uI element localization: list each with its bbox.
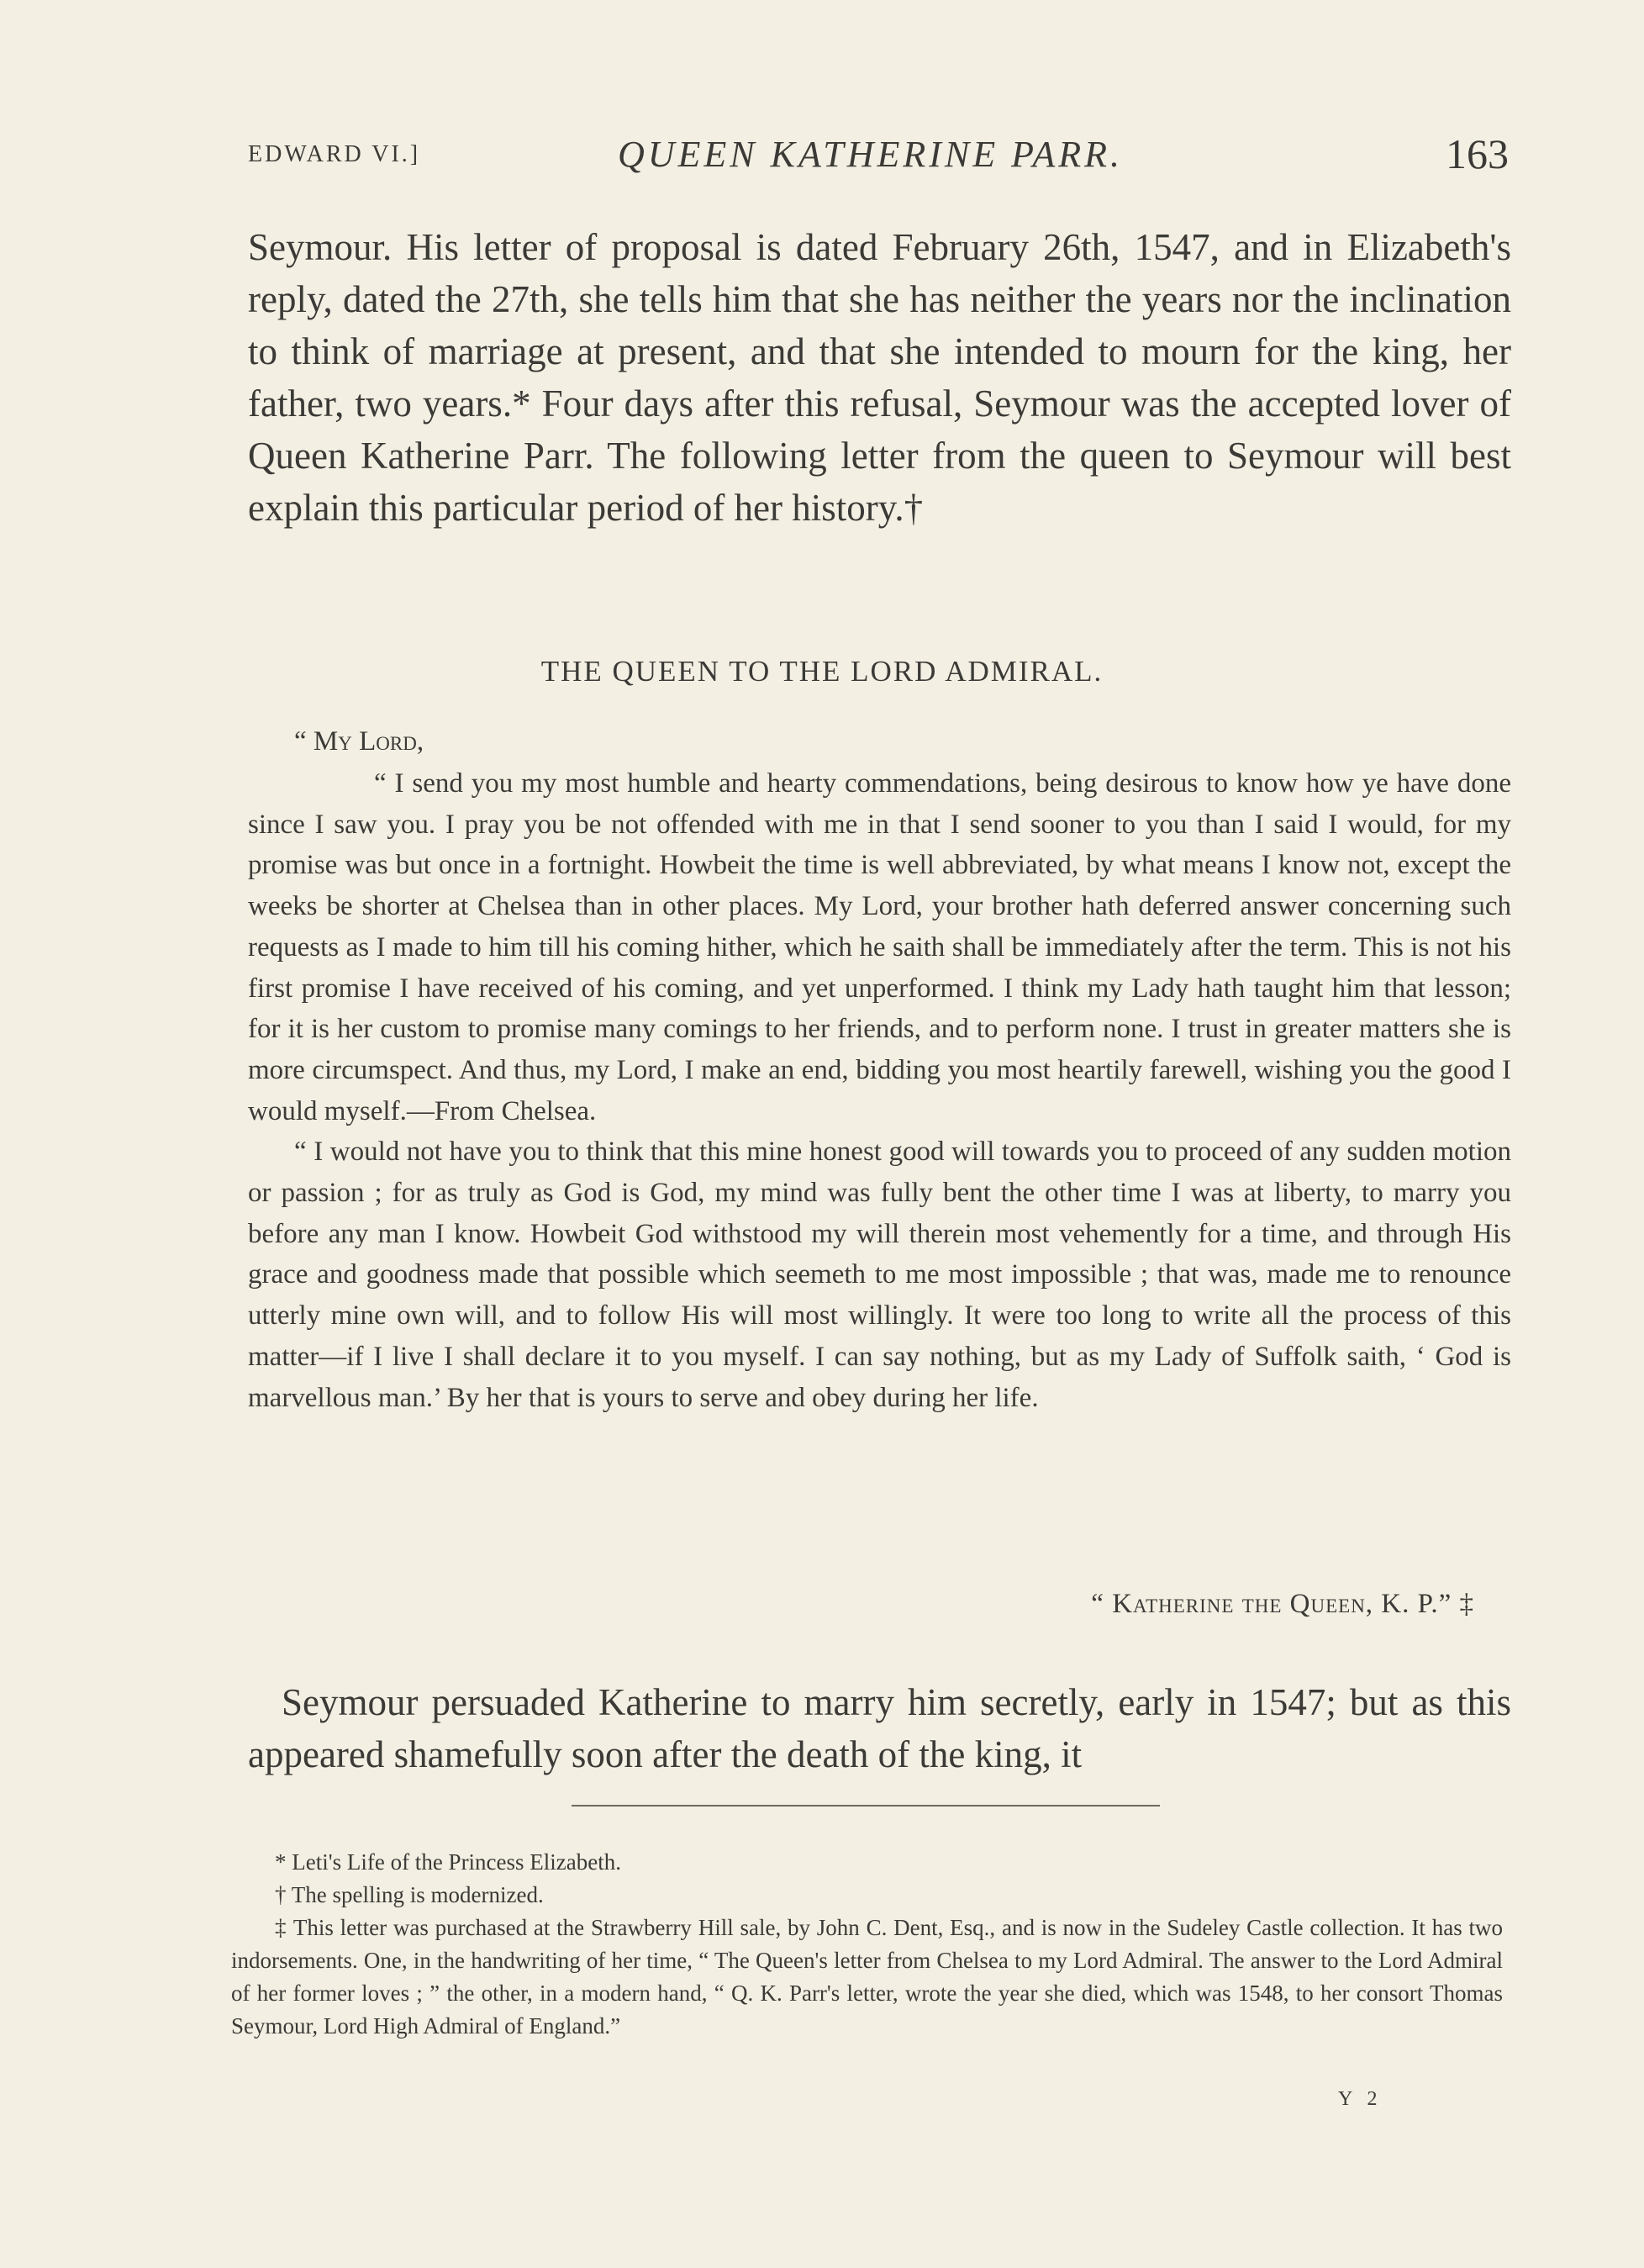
closing-paragraph-text: Seymour persuaded Katherine to marry him secretly, early in 1547; but as this appeared shamefully soon after the death of the king, it (248, 1681, 1511, 1775)
letter-paragraph-1: “ I send you my most humble and hearty commendations, being desirous to know how ye have done since I saw you. I pray you be not offended with me in that I send sooner to you than I said I would, for my promise was but once in a fortnight. Howbeit the time is well abbreviated, by what means I know not, except the weeks be shorter at Chelsea than in other places. My Lord, your brother hath deferred answer concerning such requests as I made to him till his coming hither, which he saith shall be immediately after the term. This is not his first promise I have received of his coming, and yet unperformed. I think my Lady hath taught him that lesson; for it is her custom to promise many comings to her friends, and to perform none. I trust in greater matters she is more circumspect. And thus, my Lord, I make an end, bidding you most heartily farewell, wishing you the good I would myself.—From Chelsea. (248, 768, 1511, 1126)
signature-mark: Y 2 (1338, 2088, 1383, 2110)
footnotes (231, 1846, 1503, 2043)
opening-paragraph-text: Seymour. His letter of proposal is dated February 26th, 1547, and in Elizabeth's reply, dated the 27th, she tells him that she has neither the years nor the inclination to think of marriage at present, and that she intended to mourn for the king, her father, two years.* Four days after this refusal, Seymour was the accepted lover of Queen Katherine Parr. The following letter from the queen to Seymour will best explain this particular period of her history.† (248, 226, 1511, 529)
footnote-2: † The spelling is modernized. (275, 1882, 544, 1907)
footnote-divider (572, 1805, 1160, 1806)
footnote-3: ‡ This letter was purchased at the Strawberry Hill sale, by John C. Dent, Esq., and is now in the Sudeley Castle collection. It has two indorsements. One, in the handwriting of her time, “ The Queen's letter from Chelsea to my Lord Admiral. The answer to the Lord Admiral of her former loves ; ” the other, in a modern hand, “ Q. K. Parr's letter, wrote the year she died, which was 1548, to her consort Thomas Seymour, Lord High Admiral of England.” (231, 1915, 1503, 2039)
letter-body (248, 763, 1511, 1418)
header-title: QUEEN KATHERINE PARR. (618, 134, 1123, 175)
header-left: EDWARD VI.] (248, 141, 421, 167)
footnote-1: * Leti's Life of the Princess Elizabeth. (275, 1849, 621, 1875)
opening-paragraph (248, 221, 1511, 534)
running-header (248, 130, 1509, 183)
page-number: 163 (1446, 130, 1509, 177)
letter-paragraph-2: “ I would not have you to think that this mine honest good will towards you to proceed of any sudden motion or passion ; for as truly as God is God, my mind was fully bent the other time I was at liberty, to marry you before any man I know. Howbeit God withstood my will therein most vehemently for a time, and through His grace and goodness made that possible which seemeth to me most impossible ; that was, made me to renounce utterly mine own will, and to follow His will most willingly. It were too long to write all the process of this matter—if I live I shall declare it to you myself. I can say nothing, but as my Lady of Suffolk saith, ‘ God is marvellous man.’ By her that is yours to serve and obey during her life. (248, 1137, 1511, 1413)
letter-signature: “ Katherine the Queen, K. P.” ‡ (1091, 1589, 1474, 1619)
closing-paragraph (248, 1676, 1511, 1780)
letter-salutation: “ My Lord, (294, 726, 424, 757)
letter-title: THE QUEEN TO THE LORD ADMIRAL. (540, 655, 1104, 688)
